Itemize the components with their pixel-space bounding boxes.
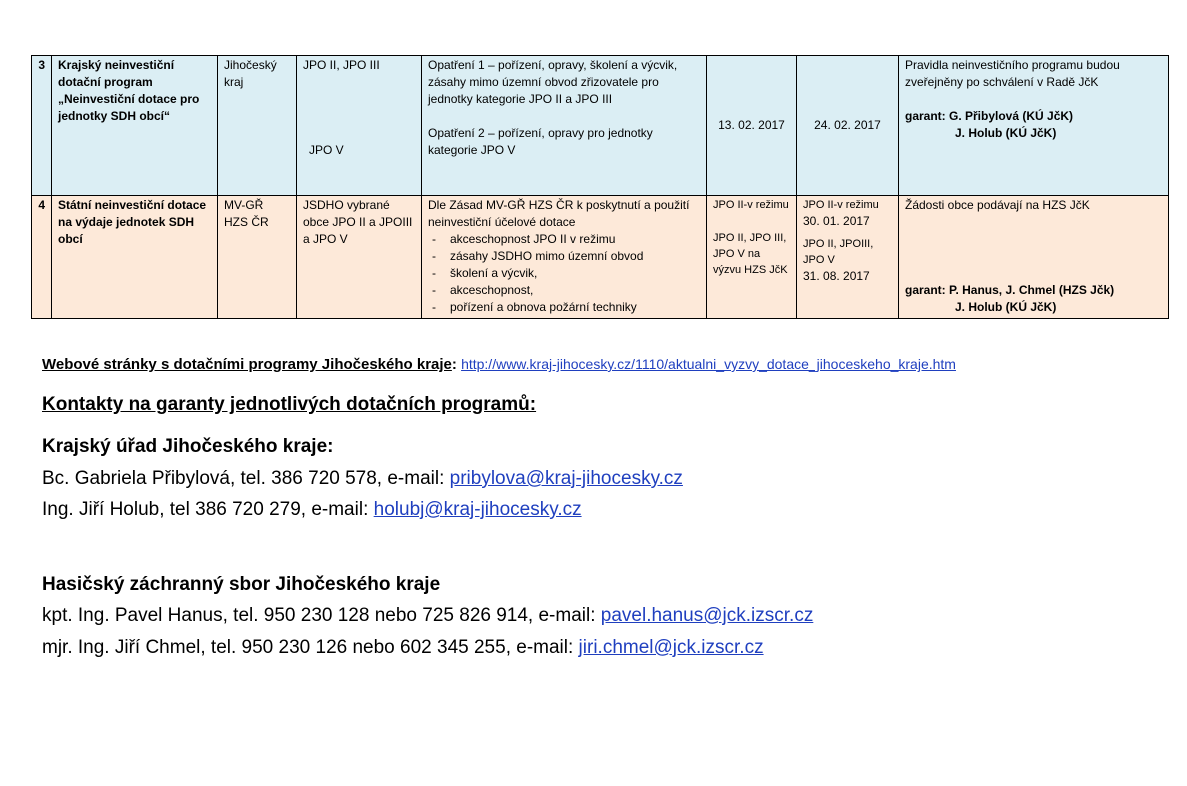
email-link[interactable]: pribylova@kraj-jihocesky.cz	[449, 468, 683, 489]
contact-text: mjr. Ing. Jiří Chmel, tel. 950 230 126 nebo 602 345 255, e-mail:	[42, 637, 579, 658]
list-item: - zásahy JSDHO mimo územní obvod	[428, 248, 700, 265]
list-item: - akceschopnost,	[428, 282, 700, 299]
units-top: JPO II, JPO III	[303, 58, 380, 72]
purpose-list	[428, 231, 700, 316]
program-name: Krajský neinvestiční dotační program „Neinvestiční dotace pro jednotky SDH obcí“	[52, 56, 218, 196]
provider-line-1: MV-GŘ	[224, 198, 264, 212]
date-from	[707, 196, 797, 319]
provider: Jihočeský kraj	[218, 56, 297, 196]
note-text: Žádosti obce podávají na HZS JčK	[905, 198, 1090, 212]
contact-chmel	[42, 637, 764, 659]
note	[899, 196, 1169, 319]
provider	[218, 196, 297, 319]
eligible-units: JSDHO vybrané obce JPO II a JPOIII a JPO V	[297, 196, 422, 319]
purpose-intro: Dle Zásad MV-GŘ HZS ČR k poskytnutí a použití neinvestiční účelové dotace	[428, 198, 690, 229]
date-to	[797, 196, 899, 319]
list-item: - školení a výcvik,	[428, 265, 700, 282]
garant-line-2: J. Holub (KÚ JčK)	[955, 300, 1057, 314]
grants-table	[31, 55, 1169, 319]
list-item: - akceschopnost JPO II v režimu	[428, 231, 700, 248]
units-bottom: JPO V	[309, 143, 344, 157]
web-url-link[interactable]: http://www.kraj-jihocesky.cz/1110/aktualni_vyzvy_dotace_jihoceskeho_kraje.htm	[461, 356, 956, 372]
contact-hanus	[42, 605, 813, 627]
email-link[interactable]: pavel.hanus@jck.izscr.cz	[600, 605, 814, 626]
measure-2: Opatření 2 – pořízení, opravy pro jednotky kategorie JPO V	[428, 126, 653, 157]
date-to-1-label: JPO II-v režimu	[803, 199, 879, 211]
provider-line-2: HZS ČR	[224, 215, 269, 229]
org-kraj: Krajský úřad Jihočeského kraje:	[42, 436, 334, 457]
contact-holub	[42, 499, 582, 521]
note-text: Pravidla neinvestičního programu budou zveřejněny po schválení v Radě JčK	[905, 58, 1120, 89]
date-from-2: JPO II, JPO III, JPO V na výzvu HZS JčK	[713, 232, 788, 276]
web-label: Webové stránky s dotačními programy Jihočeského kraje	[42, 356, 452, 373]
contact-text: kpt. Ing. Pavel Hanus, tel. 950 230 128 nebo 725 826 914, e-mail:	[42, 605, 601, 626]
org-hzs: Hasičský záchranný sbor Jihočeského kraje	[42, 574, 441, 595]
purpose	[422, 196, 707, 319]
web-colon: :	[451, 356, 457, 373]
date-from: 13. 02. 2017	[707, 56, 797, 196]
garant-line-2: J. Holub (KÚ JčK)	[955, 126, 1057, 140]
date-to: 24. 02. 2017	[797, 56, 899, 196]
program-name: Státní neinvestiční dotace na výdaje jednotek SDH obcí	[52, 196, 218, 319]
contacts-heading: Kontakty na garanty jednotlivých dotačních programů:	[42, 394, 537, 415]
purpose	[422, 56, 707, 196]
garant-line-1: garant: G. Přibylová (KÚ JčK)	[905, 109, 1074, 123]
garant-line-1: garant: P. Hanus, J. Chmel (HZS Jčk)	[905, 283, 1115, 297]
list-item: - pořízení a obnova požární techniky	[428, 299, 700, 316]
date-to-2-label: JPO II, JPOIII, JPO V	[803, 238, 874, 266]
date-to-2: 31. 08. 2017	[803, 269, 870, 283]
measure-1: Opatření 1 – pořízení, opravy, školení a výcvik, zásahy mimo územní obvod zřizovatele pro jednotky kategorie JPO II a JPO III	[428, 58, 678, 106]
contact-text: Bc. Gabriela Přibylová, tel. 386 720 578, e-mail:	[42, 468, 450, 489]
eligible-units	[297, 56, 422, 196]
table-row	[32, 196, 1169, 319]
contact-text: Ing. Jiří Holub, tel 386 720 279, e-mail:	[42, 499, 374, 520]
date-from-1: JPO II-v režimu	[713, 199, 789, 211]
table-row	[32, 56, 1169, 196]
email-link[interactable]: holubj@kraj-jihocesky.cz	[373, 499, 582, 520]
contact-pribylova	[42, 468, 683, 490]
web-links-line	[42, 356, 956, 373]
email-link[interactable]: jiri.chmel@jck.izscr.cz	[578, 637, 764, 658]
row-number: 3	[32, 56, 52, 196]
row-number: 4	[32, 196, 52, 319]
note	[899, 56, 1169, 196]
date-to-1: 30. 01. 2017	[803, 214, 870, 228]
